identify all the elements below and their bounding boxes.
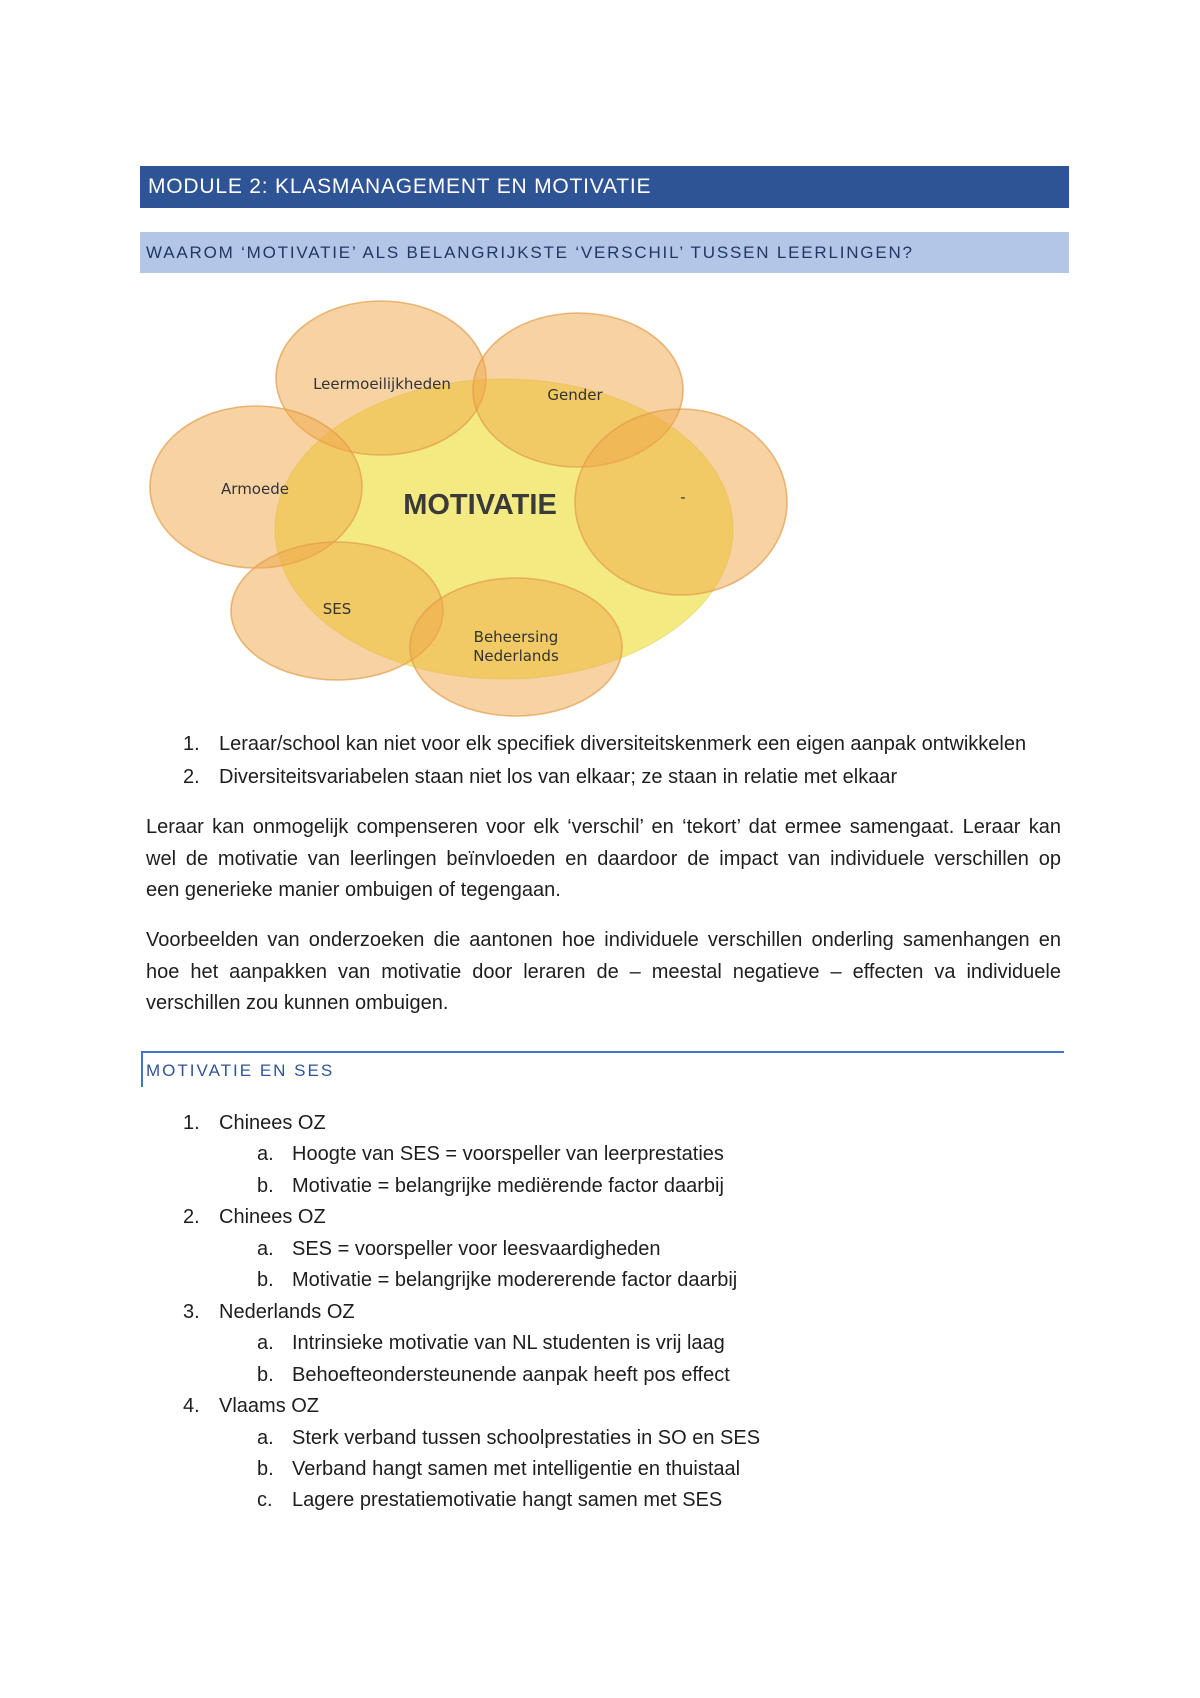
- list-marker: 3.: [183, 1300, 200, 1323]
- label-nederlands: Nederlands: [473, 647, 559, 665]
- list-marker: 4.: [183, 1395, 200, 1418]
- finding-text: Motivatie = belangrijke mediërende factor daarbij: [292, 1174, 724, 1197]
- section-question-banner: [140, 232, 1069, 273]
- study-item: [0, 1108, 1200, 1139]
- paragraph-voorbeelden: [146, 925, 1061, 1020]
- module-title-banner: [140, 166, 1069, 208]
- sublist-marker: b.: [257, 1174, 274, 1197]
- paragraph-line: hoe het aanpakken van motivatie door leraren de – meestal negatieve – effecten va individuele: [146, 960, 1061, 983]
- study-title: Chinees OZ: [219, 1112, 326, 1134]
- study-item: [0, 1391, 1200, 1422]
- list-item-text: Diversiteitsvariabelen staan niet los van elkaar; ze staan in relatie met elkaar: [219, 765, 898, 788]
- finding-text: SES = voorspeller voor leesvaardigheden: [292, 1237, 661, 1260]
- study-finding: [0, 1360, 1200, 1391]
- label-gender: Gender: [547, 386, 603, 404]
- list-item-text: Leraar/school kan niet voor elk specifiek diversiteitskenmerk een eigen aanpak ontwikkelen: [219, 733, 1027, 755]
- finding-text: Verband hangt samen met intelligentie en thuistaal: [292, 1457, 741, 1480]
- study-title: Chinees OZ: [219, 1206, 326, 1229]
- sublist-marker: c.: [257, 1489, 273, 1512]
- sublist-marker: b.: [257, 1269, 274, 1292]
- label-armoede: Armoede: [221, 480, 289, 498]
- module-title: MODULE 2: KLASMANAGEMENT EN MOTIVATIE: [148, 175, 652, 198]
- paragraph-line: wel de motivatie van leerlingen beïnvloeden en daardoor de impact van individuele verschillen op: [146, 847, 1061, 870]
- label-motivatie-center: MOTIVATIE: [403, 489, 557, 521]
- paragraph-line: een generieke manier ombuigen of tegengaan.: [146, 879, 561, 902]
- study-item: [0, 1202, 1200, 1233]
- sublist-marker: b.: [257, 1363, 274, 1386]
- finding-text: Intrinsieke motivatie van NL studenten is vrij laag: [292, 1332, 725, 1355]
- key-points-list: [0, 728, 1200, 793]
- study-finding: [0, 1171, 1200, 1202]
- study-finding: [0, 1139, 1200, 1170]
- label-beheersing: Beheersing: [473, 628, 559, 646]
- section-question-title: WAAROM ‘MOTIVATIE’ ALS BELANGRIJKSTE ‘VERSCHIL’ TUSSEN LEERLINGEN?: [146, 242, 914, 262]
- motivatie-venn-diagram: [140, 290, 800, 730]
- label-dash: -: [680, 488, 686, 506]
- finding-text: Behoefteondersteunende aanpak heeft pos effect: [292, 1363, 730, 1386]
- study-finding: [0, 1234, 1200, 1265]
- list-marker: 1.: [183, 733, 200, 755]
- sublist-marker: a.: [257, 1143, 274, 1166]
- study-title: Vlaams OZ: [219, 1395, 320, 1418]
- list-item: [0, 761, 1200, 794]
- study-finding: [0, 1265, 1200, 1296]
- finding-text: Motivatie = belangrijke modererende factor daarbij: [292, 1269, 738, 1292]
- paragraph-line: Leraar kan onmogelijk compenseren voor elk ‘verschil’ en ‘tekort’ dat ermee samengaat. Leraar kan: [146, 816, 1061, 838]
- label-leermoeilijkheden: Leermoeilijkheden: [313, 375, 451, 393]
- section-heading-motivatie-ses: [141, 1051, 1064, 1087]
- sublist-marker: a.: [257, 1426, 274, 1449]
- ses-studies-list: [0, 1108, 1200, 1517]
- list-item: [0, 728, 1200, 761]
- paragraph-line: verschillen zou kunnen ombuigen.: [146, 992, 449, 1015]
- sublist-marker: a.: [257, 1332, 274, 1355]
- study-finding: [0, 1423, 1200, 1454]
- section-heading-text: MOTIVATIE EN SES: [146, 1061, 335, 1080]
- list-marker: 1.: [183, 1112, 200, 1134]
- sublist-marker: b.: [257, 1457, 274, 1480]
- label-ses: SES: [322, 600, 352, 618]
- finding-text: Hoogte van SES = voorspeller van leerprestaties: [292, 1143, 724, 1166]
- paragraph-line: Voorbeelden van onderzoeken die aantonen hoe individuele verschillen onderling samenhangen en: [146, 929, 1061, 951]
- list-marker: 2.: [183, 765, 200, 788]
- finding-text: Sterk verband tussen schoolprestaties in SO en SES: [292, 1426, 761, 1449]
- sublist-marker: a.: [257, 1237, 274, 1260]
- study-finding: [0, 1485, 1200, 1516]
- study-finding: [0, 1454, 1200, 1485]
- list-marker: 2.: [183, 1206, 200, 1229]
- study-title: Nederlands OZ: [219, 1300, 355, 1323]
- study-finding: [0, 1328, 1200, 1359]
- paragraph-compensatie: [146, 812, 1061, 907]
- finding-text: Lagere prestatiemotivatie hangt samen met SES: [292, 1489, 723, 1512]
- study-item: [0, 1297, 1200, 1328]
